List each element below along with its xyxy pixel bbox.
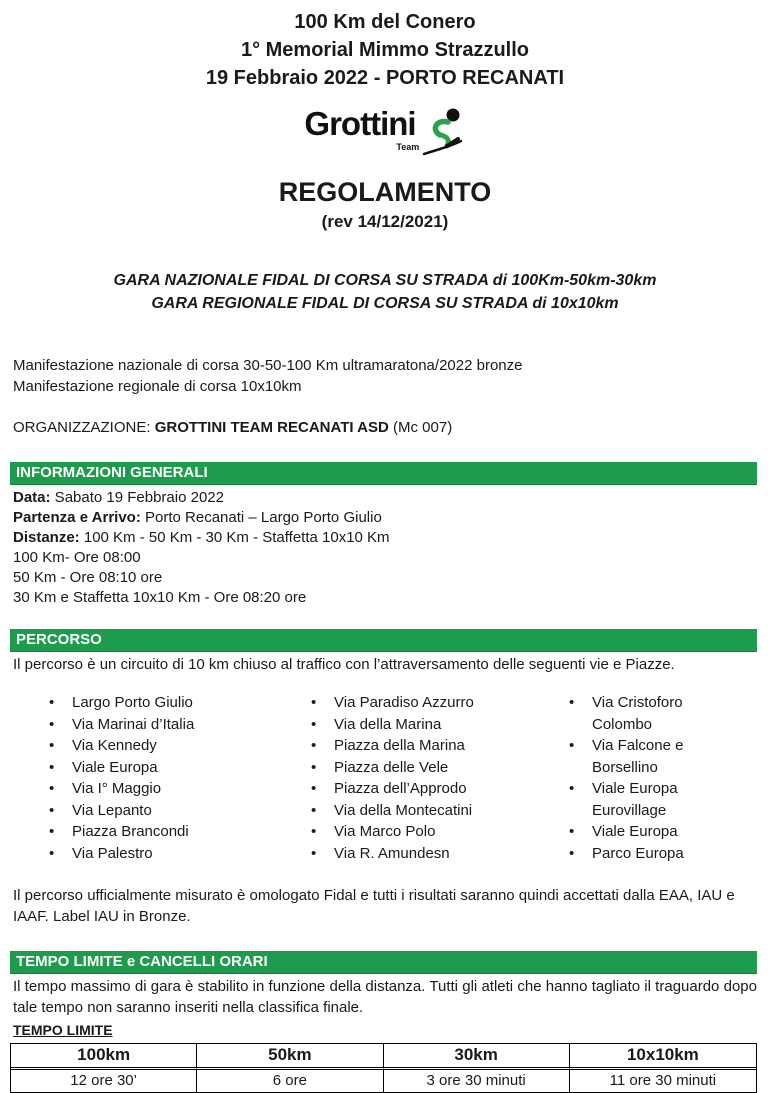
table-header-30km: 30km (384, 1044, 570, 1070)
gara-nazionale-line: GARA NAZIONALE FIDAL DI CORSA SU STRADA di 100Km-50km-30km (113, 272, 657, 289)
manifestazione-block (13, 355, 757, 397)
list-item: • Parco Europa (567, 843, 717, 865)
list-item: • Largo Porto Giulio (47, 692, 309, 714)
table-cell-30km-limit: 3 ore 30 minuti (384, 1070, 570, 1092)
info-value: 100 Km- Ore 08:00 (13, 549, 141, 566)
info-value: 30 Km e Staffetta 10x10 Km - Ore 08:20 ore (13, 589, 307, 606)
list-item: • Via Marinai d’Italia (47, 714, 309, 736)
table-header-10x10km: 10x10km (570, 1044, 756, 1070)
info-value: Porto Recanati – Largo Porto Giulio (140, 509, 382, 526)
grottini-logo (304, 104, 465, 160)
list-item: • Via Kennedy (47, 735, 309, 757)
tempo-limite-table-title: TEMPO LIMITE (13, 1022, 113, 1038)
list-item: • Piazza delle Vele (309, 757, 567, 779)
tempo-intro: Il tempo massimo di gara è stabilito in funzione della distanza. Tutti gli atleti che hanno tagliato il traguardo dopo tale tempo non saranno inseriti nella classifica finale. (13, 978, 757, 1016)
info-row-data (13, 488, 757, 508)
table-cell-10x10km-limit: 11 ore 30 minuti (609, 1072, 717, 1089)
revision-note: (rev 14/12/2021) (321, 212, 449, 231)
table-row (11, 1070, 756, 1092)
list-item: • Via Cristoforo Colombo (567, 692, 717, 735)
informazioni-generali-content (13, 488, 757, 608)
list-item: • Viale Europa Eurovillage (567, 778, 717, 821)
runner-icon (422, 106, 466, 156)
info-row-50km (13, 568, 757, 588)
info-value: 100 Km - 50 Km - 30 Km - Staffetta 10x10 Km (79, 529, 390, 546)
info-value: 50 Km - Ore 08:10 ore (13, 569, 163, 586)
manifestazione-nazionale: Manifestazione nazionale di corsa 30-50-100 Km ultramaratona/2022 bronze (13, 357, 523, 374)
logo-container (13, 104, 757, 160)
list-item: • Piazza Brancondi (47, 821, 309, 843)
percorso-outro: Il percorso ufficialmente misurato è omologato Fidal e tutti i risultati saranno quindi accettati dalla EAA, IAU e IAAF. Label IAU in Bronze. (13, 887, 735, 925)
list-item: • Piazza della Marina (309, 735, 567, 757)
list-item: • Piazza dell’Approdo (309, 778, 567, 800)
organizzazione-code: (Mc 007) (388, 419, 453, 436)
organizzazione-line (13, 417, 757, 438)
info-label: Partenza e Arrivo: (13, 509, 141, 526)
gara-statements (13, 269, 757, 315)
table-header-row (11, 1044, 756, 1070)
tempo-limite-table (10, 1043, 757, 1093)
logo-wordmark: Grottini (304, 105, 416, 142)
document-header (13, 8, 757, 92)
logo-team-label: Team (396, 142, 420, 152)
organizzazione-label: ORGANIZZAZIONE: (13, 419, 155, 436)
event-date-location: 19 Febbraio 2022 - PORTO RECANATI (205, 67, 565, 89)
section-banner-percorso: PERCORSO (10, 629, 757, 652)
info-label: Distanze: (13, 529, 80, 546)
list-item: • Viale Europa (567, 821, 717, 843)
info-row-partenza (13, 508, 757, 528)
list-item: • Via Marco Polo (309, 821, 567, 843)
table-body (11, 1070, 756, 1092)
list-item: • Viale Europa (47, 757, 309, 779)
list-item: • Via della Marina (309, 714, 567, 736)
section-banner-informazioni-generali: INFORMAZIONI GENERALI (10, 462, 757, 485)
manifestazione-regionale: Manifestazione regionale di corsa 10x10km (13, 378, 302, 395)
gara-regionale-line: GARA REGIONALE FIDAL DI CORSA SU STRADA di 10x10km (151, 295, 619, 312)
list-item: • Via Falcone e Borsellino (567, 735, 717, 778)
info-row-distanze (13, 528, 757, 548)
info-value: Sabato 19 Febbraio 2022 (50, 489, 224, 506)
event-subtitle: 1° Memorial Mimmo Strazzullo (240, 39, 530, 61)
street-column-3 (567, 692, 717, 864)
info-row-30km (13, 588, 757, 608)
list-item: • Via I° Maggio (47, 778, 309, 800)
table-header-50km: 50km (197, 1044, 383, 1070)
info-row-100km (13, 548, 757, 568)
percorso-intro: Il percorso è un circuito di 10 km chiuso al traffico con l’attraversamento delle seguenti vie e Piazze. (13, 656, 675, 673)
table-cell-100km-limit: 12 ore 30’ (11, 1070, 197, 1092)
table-cell-50km-limit: 6 ore (197, 1070, 383, 1092)
street-column-1 (47, 692, 309, 864)
regolamento-title: REGOLAMENTO (278, 177, 492, 207)
event-title: 100 Km del Conero (294, 11, 476, 33)
list-item: • Via Palestro (47, 843, 309, 865)
list-item: • Via della Montecatini (309, 800, 567, 822)
organizzazione-name: GROTTINI TEAM RECANATI ASD (154, 419, 389, 436)
list-item: • Via R. Amundesn (309, 843, 567, 865)
street-list (13, 692, 757, 864)
list-item: • Via Lepanto (47, 800, 309, 822)
table-header-100km: 100km (11, 1044, 197, 1070)
list-item: • Via Paradiso Azzurro (309, 692, 567, 714)
info-label: Data: (13, 489, 51, 506)
street-column-2 (309, 692, 567, 864)
section-banner-tempo-limite: TEMPO LIMITE e CANCELLI ORARI (10, 951, 757, 974)
